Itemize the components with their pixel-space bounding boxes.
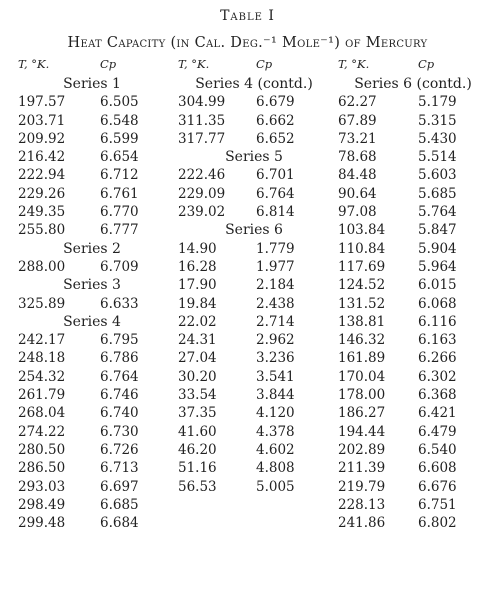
temperature-value: 124.52 [338,277,386,294]
heat-capacity-value: 6.266 [418,350,457,367]
temperature-value: 228.13 [338,496,386,513]
heat-capacity-value: 2.962 [256,332,295,349]
table-row [18,386,166,404]
heat-capacity-value: 5.764 [418,204,457,221]
heat-capacity-value: 1.779 [256,240,295,257]
temperature-value: 197.57 [18,94,66,111]
heat-capacity-value: 6.761 [100,185,139,202]
table-row [18,185,166,203]
heat-capacity-value: 4.120 [256,405,295,422]
table-row [18,404,166,422]
table-row [18,478,166,496]
temperature-value: 211.39 [338,460,386,477]
temperature-header: T, °K. [18,57,50,71]
table-row [178,112,330,130]
temperature-value: 216.42 [18,149,66,166]
heat-capacity-value: 6.676 [418,478,457,495]
temperature-value: 16.28 [178,258,217,275]
table-row [338,496,488,514]
heat-capacity-value: 1.977 [256,258,295,275]
temperature-value: 293.03 [18,478,66,495]
table-row [338,514,488,532]
temperature-value: 194.44 [338,423,386,440]
table-row [178,185,330,203]
heat-capacity-value: 5.514 [418,149,457,166]
heat-capacity-value: 5.603 [418,167,457,184]
temperature-value: 248.18 [18,350,66,367]
series-heading: Series 5 [225,149,283,166]
series-heading: Series 2 [63,240,121,257]
temperature-value: 325.89 [18,295,66,312]
temperature-value: 138.81 [338,313,386,330]
table-row [338,185,488,203]
temperature-value: 209.92 [18,130,66,147]
heat-capacity-header: Cp [418,57,435,71]
temperature-value: 254.32 [18,368,66,385]
table-row [338,130,488,148]
heat-capacity-value: 6.730 [100,423,139,440]
temperature-value: 161.89 [338,350,386,367]
table-column-1 [18,57,166,532]
heat-capacity-value: 6.764 [256,185,295,202]
temperature-value: 229.09 [178,185,226,202]
table-row [18,331,166,349]
heat-capacity-value: 6.652 [256,130,295,147]
heat-capacity-value: 6.770 [100,204,139,221]
temperature-value: 22.02 [178,313,217,330]
table-row [178,386,330,404]
temperature-value: 274.22 [18,423,66,440]
column-header [338,57,488,71]
table-row [178,166,330,184]
table-row [338,221,488,239]
table-row [178,240,330,258]
heat-capacity-value: 6.712 [100,167,139,184]
heat-capacity-value: 6.764 [100,368,139,385]
temperature-value: 304.99 [178,94,226,111]
temperature-value: 280.50 [18,441,66,458]
table-row [18,441,166,459]
table-row [338,166,488,184]
table-row [178,331,330,349]
heat-capacity-value: 6.814 [256,204,295,221]
series-heading: Series 6 (contd.) [354,76,472,92]
temperature-value: 178.00 [338,387,386,404]
heat-capacity-value: 2.184 [256,277,295,294]
temperature-value: 255.80 [18,222,66,239]
table-row [178,404,330,422]
table-row [178,313,330,331]
series-heading: Series 4 [63,313,121,330]
table-row [178,258,330,276]
temperature-value: 203.71 [18,112,66,129]
temperature-value: 186.27 [338,405,386,422]
temperature-header: T, °K. [338,57,370,71]
temperature-value: 268.04 [18,405,66,422]
table-row [178,441,330,459]
heat-capacity-value: 6.368 [418,387,457,404]
table-row [18,514,166,532]
heat-capacity-value: 6.726 [100,441,139,458]
temperature-value: 241.86 [338,515,386,532]
temperature-value: 239.02 [178,204,226,221]
temperature-value: 298.49 [18,496,66,513]
heat-capacity-value: 6.740 [100,405,139,422]
temperature-value: 51.16 [178,460,217,477]
temperature-value: 222.94 [18,167,66,184]
temperature-value: 67.89 [338,112,377,129]
table-row [338,459,488,477]
table-row [338,331,488,349]
temperature-value: 30.20 [178,368,217,385]
heat-capacity-value: 6.505 [100,94,139,111]
temperature-value: 229.26 [18,185,66,202]
table-row [178,276,330,294]
table-row [338,203,488,221]
temperature-value: 90.64 [338,185,377,202]
heat-capacity-value: 5.315 [418,112,457,129]
temperature-value: 56.53 [178,478,217,495]
heat-capacity-value: 6.479 [418,423,457,440]
table-row [18,203,166,221]
table-row [178,368,330,386]
table-row [178,423,330,441]
heat-capacity-value: 6.599 [100,130,139,147]
heat-capacity-value: 6.751 [418,496,457,513]
temperature-value: 242.17 [18,332,66,349]
temperature-value: 311.35 [178,112,226,129]
temperature-value: 286.50 [18,460,66,477]
table-row [178,478,330,496]
heat-capacity-value: 5.847 [418,222,457,239]
heat-capacity-value: 6.786 [100,350,139,367]
heat-capacity-value: 6.713 [100,460,139,477]
heat-capacity-value: 3.844 [256,387,295,404]
table-row [178,130,330,148]
temperature-value: 33.54 [178,387,217,404]
temperature-value: 317.77 [178,130,226,147]
heat-capacity-value: 5.685 [418,185,457,202]
temperature-value: 117.69 [338,258,386,275]
table-row [338,240,488,258]
temperature-value: 62.27 [338,94,377,111]
temperature-value: 170.04 [338,368,386,385]
column-header [18,57,166,71]
table-row [18,258,166,276]
heat-capacity-value: 5.964 [418,258,457,275]
table-row [338,313,488,331]
table-column-3 [338,57,488,532]
temperature-value: 146.32 [338,332,386,349]
heat-capacity-value: 2.438 [256,295,295,312]
series-heading: Series 6 [225,222,283,239]
heat-capacity-value: 4.602 [256,441,295,458]
table-row [338,368,488,386]
heat-capacity-value: 6.709 [100,258,139,275]
temperature-value: 19.84 [178,295,217,312]
heat-capacity-value: 4.808 [256,460,295,477]
table-row [18,459,166,477]
table-row [18,166,166,184]
temperature-value: 103.84 [338,222,386,239]
temperature-value: 46.20 [178,441,217,458]
heat-capacity-value: 6.697 [100,478,139,495]
table-row [18,148,166,166]
table-row [18,295,166,313]
table-row [338,386,488,404]
temperature-value: 27.04 [178,350,217,367]
heat-capacity-value: 6.540 [418,441,457,458]
table-row [18,368,166,386]
temperature-header: T, °K. [178,57,210,71]
heat-capacity-value: 4.378 [256,423,295,440]
temperature-value: 84.48 [338,167,377,184]
table-row [338,404,488,422]
table-row [338,93,488,111]
heat-capacity-value: 6.421 [418,405,457,422]
heat-capacity-value: 6.679 [256,94,295,111]
temperature-value: 14.90 [178,240,217,257]
table-row [18,112,166,130]
temperature-value: 73.21 [338,130,377,147]
heat-capacity-value: 5.430 [418,130,457,147]
heat-capacity-value: 6.777 [100,222,139,239]
heat-capacity-value: 5.005 [256,478,295,495]
table-row [18,93,166,111]
series-heading: Series 3 [63,277,121,294]
table-title: Table I [220,8,275,24]
temperature-value: 110.84 [338,240,386,257]
heat-capacity-value: 3.236 [256,350,295,367]
table-row [18,349,166,367]
temperature-value: 222.46 [178,167,226,184]
table-row [18,423,166,441]
table-row [338,148,488,166]
temperature-value: 78.68 [338,149,377,166]
heat-capacity-value: 3.541 [256,368,295,385]
table-row [338,276,488,294]
table-column-2 [178,57,330,496]
table-row [18,130,166,148]
heat-capacity-value: 6.068 [418,295,457,312]
table-row [178,295,330,313]
table-row [338,478,488,496]
table-row [338,258,488,276]
heat-capacity-value: 6.163 [418,332,457,349]
temperature-value: 219.79 [338,478,386,495]
heat-capacity-value: 6.701 [256,167,295,184]
heat-capacity-header: Cp [256,57,273,71]
heat-capacity-value: 6.654 [100,149,139,166]
heat-capacity-value: 6.685 [100,496,139,513]
heat-capacity-value: 6.015 [418,277,457,294]
temperature-value: 41.60 [178,423,217,440]
table-row [338,295,488,313]
heat-capacity-value: 6.684 [100,515,139,532]
heat-capacity-value: 6.608 [418,460,457,477]
heat-capacity-value: 6.802 [418,515,457,532]
table-row [338,112,488,130]
temperature-value: 24.31 [178,332,217,349]
heat-capacity-value: 6.662 [256,112,295,129]
temperature-value: 249.35 [18,204,66,221]
heat-capacity-value: 6.633 [100,295,139,312]
table-row [178,349,330,367]
heat-capacity-value: 6.302 [418,368,457,385]
heat-capacity-value: 6.548 [100,112,139,129]
temperature-value: 17.90 [178,277,217,294]
table-row [18,221,166,239]
table-row [18,496,166,514]
heat-capacity-value: 5.904 [418,240,457,257]
temperature-value: 131.52 [338,295,386,312]
heat-capacity-header: Cp [100,57,117,71]
heat-capacity-value: 6.116 [418,313,457,330]
temperature-value: 261.79 [18,387,66,404]
temperature-value: 97.08 [338,204,377,221]
table-row [338,423,488,441]
heat-capacity-value: 2.714 [256,313,295,330]
temperature-value: 299.48 [18,515,66,532]
series-heading: Series 1 [63,76,121,92]
series-heading: Series 4 (contd.) [195,76,313,92]
table-row [178,203,330,221]
table-row [178,93,330,111]
heat-capacity-value: 5.179 [418,94,457,111]
heat-capacity-value: 6.746 [100,387,139,404]
table-row [338,441,488,459]
column-header [178,57,330,71]
temperature-value: 37.35 [178,405,217,422]
heat-capacity-value: 6.795 [100,332,139,349]
table-row [338,349,488,367]
table-row [178,459,330,477]
temperature-value: 288.00 [18,258,66,275]
temperature-value: 202.89 [338,441,386,458]
table-caption: Heat Capacity (in Cal. Deg.⁻¹ Mole⁻¹) of Mercury [67,35,428,51]
